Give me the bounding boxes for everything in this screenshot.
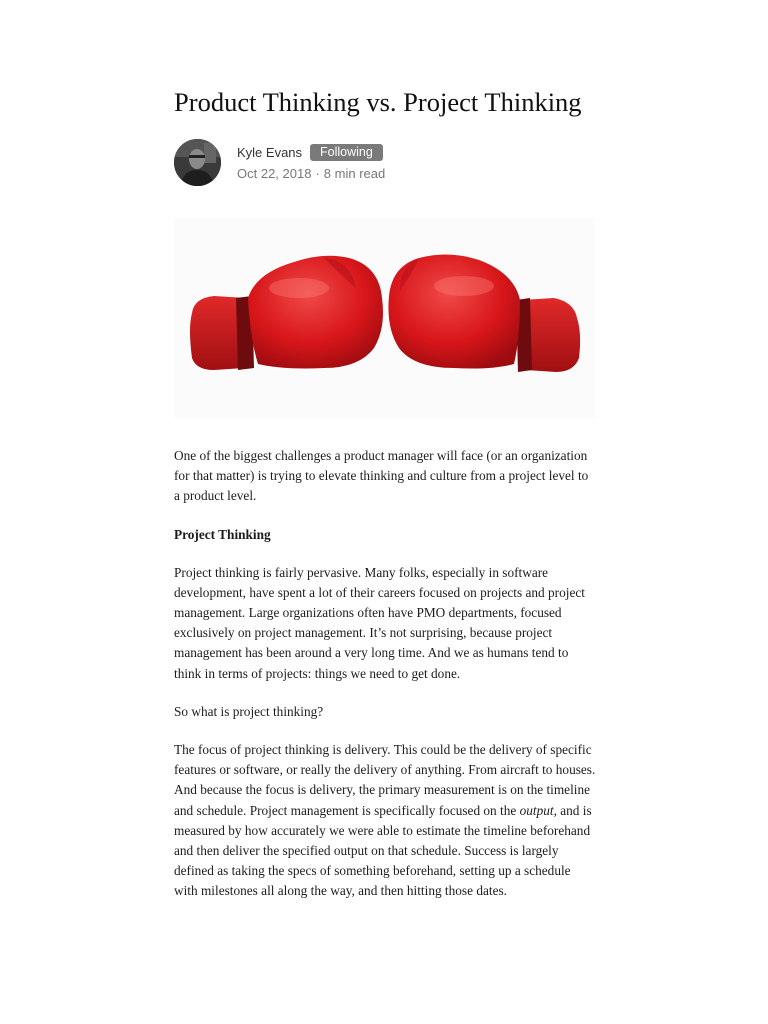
article-body (174, 446, 596, 920)
boxing-gloves-illustration (174, 218, 595, 418)
author-name[interactable]: Kyle Evans (237, 145, 303, 160)
section-heading-project-thinking: Project Thinking (174, 526, 271, 542)
article-title: Product Thinking vs. Project Thinking (174, 87, 582, 117)
meta-separator: · (315, 166, 320, 181)
read-time: 8 min read (323, 166, 386, 181)
paragraph-focus-part-1: The focus of project thinking is delivery. This could be the delivery of specific features or software, or really the delivery of anything. From aircraft to houses. And because the focus is delivery, the primary measurement is on the timeline and schedule. Project management is specifically focused on the (174, 742, 596, 818)
byline (174, 139, 594, 187)
paragraph-project-pervasive: Project thinking is fairly pervasive. Many folks, especially in software development, have spent a lot of their careers focused on projects and project management. Large organizations often have PMO departments, focused exclusively on project management. It’s not surprising, because project management has been around a very long time. And we as humans tend to think in terms of projects: things we need to get done. (174, 564, 585, 681)
author-avatar[interactable] (174, 139, 221, 186)
avatar-photo (174, 139, 221, 186)
right-glove (388, 254, 580, 372)
paragraph-question: So what is project thinking? (174, 703, 324, 719)
article-meta (237, 166, 385, 182)
emphasis-output: output (519, 802, 554, 818)
hero-image (174, 218, 595, 418)
left-glove (190, 256, 383, 370)
paragraph-focus-delivery (174, 740, 596, 902)
paragraph-focus-part-2: , and is measured by how accurately we were able to estimate the timeline beforehand and then deliver the specified output on that schedule. Success is largely defined as taking the specs of something beforehand, setting up a schedule with milestones all along the way, and then hitting those dates. (174, 802, 592, 899)
publish-date: Oct 22, 2018 (237, 166, 312, 181)
intro-paragraph: One of the biggest challenges a product manager will face (or an organization for that matter) is trying to elevate thinking and culture from a project level to a product level. (174, 448, 589, 504)
following-button[interactable]: Following (310, 144, 383, 161)
